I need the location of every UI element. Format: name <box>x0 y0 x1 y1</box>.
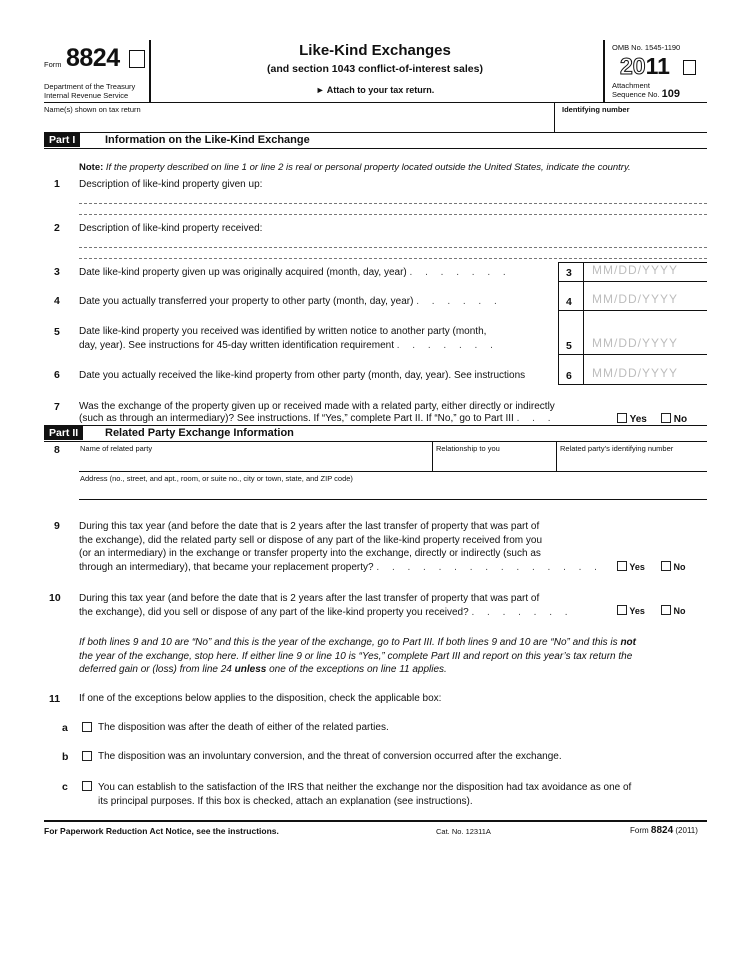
exception-c-text <box>98 781 631 809</box>
catalog-number: Cat. No. 12311A <box>436 827 491 836</box>
line3-date-input[interactable]: MM/DD/YYYY <box>592 263 679 277</box>
exception-a-checkbox[interactable] <box>82 722 92 732</box>
part2-instructions <box>79 636 707 677</box>
related-party-name-label: Name of related party <box>80 444 153 453</box>
department <box>44 82 135 100</box>
line4-text: Date you actually transferred your property to other party (month, day, year) <box>79 296 414 307</box>
instr3-unless: unless <box>234 664 267 675</box>
line9-text-c: (or an intermediary) in the exchange or transfer property into the exchange, directly or indirectly (such as <box>79 548 541 559</box>
exception-b-checkbox[interactable] <box>82 751 92 761</box>
relationship-field[interactable] <box>436 454 551 468</box>
line9-text-b: the exchange), did the related party sell or dispose of any part of the like-kind property received from you <box>79 534 543 546</box>
dept-line-2: Internal Revenue Service <box>44 91 129 100</box>
instr1-not: not <box>620 637 636 648</box>
line5-date-input[interactable]: MM/DD/YYYY <box>592 336 679 350</box>
names-field[interactable] <box>48 114 550 130</box>
line5-label-b: day, year). See instructions for 45-day written identification requirement . . . . . . . <box>79 340 498 351</box>
line1-label: Description of like-kind property given up: <box>79 179 263 190</box>
attachment-label: Attachment <box>612 81 650 90</box>
line8-number: 8 <box>54 444 60 456</box>
related-party-id-label: Related party’s identifying number <box>560 444 674 453</box>
line10-text-b: the exchange), did you sell or dispose of any part of the like-kind property you received? <box>79 606 469 618</box>
instr2-text: the year of the exchange, stop here. If either line 9 or line 10 is “Yes,” complete Part III and report on this year’s tax return the <box>79 650 633 662</box>
line5-text-b: day, year). See instructions for 45-day written identification requirement <box>79 340 394 351</box>
part2-badge: Part II <box>44 426 83 440</box>
line3-label: Date like-kind property given up was originally acquired (month, day, year) . . . . . . . <box>79 267 511 278</box>
line6-label: Date you actually received the like-kind property from other party (month, day, year). See instructions <box>79 370 526 381</box>
paperwork-notice: For Paperwork Reduction Act Notice, see the instructions. <box>44 826 279 836</box>
line5-box-number: 5 <box>566 340 572 352</box>
attachment-sequence <box>612 81 680 99</box>
related-party-id-field[interactable] <box>560 454 705 468</box>
line10-yes-checkbox[interactable] <box>617 605 627 615</box>
instr1-text: If both lines 9 and 10 are “No” and this is the year of the exchange, go to Part III. If both lines 9 and 10 are “No” and this is <box>79 637 618 648</box>
footer-form-number: 8824 <box>650 825 674 836</box>
line3-number: 3 <box>54 266 60 278</box>
line1-field[interactable] <box>79 190 707 214</box>
related-party-name-field[interactable] <box>80 454 425 468</box>
address-label: Address (no., street, and apt., room, or suite no., city or town, state, and ZIP code) <box>80 474 353 483</box>
line4-label: Date you actually transferred your property to other party (month, day, year) . . . . . . <box>79 296 502 307</box>
line10-yes-label: Yes <box>629 606 645 616</box>
line2-number: 2 <box>54 222 60 234</box>
line2-field[interactable] <box>79 234 707 258</box>
line10-text: During this tax year (and before the date that is 2 years after the last transfer of property that was part of the exchange), did you sell or dispose of any part of the like-kind property you received? . . . . . . . <box>79 593 573 618</box>
identifying-number-field[interactable] <box>562 114 702 130</box>
exception-c-letter: c <box>62 781 68 793</box>
line7-yes-checkbox[interactable] <box>617 413 627 423</box>
footer-form-id <box>630 825 698 836</box>
year-outline: 20 <box>620 53 646 79</box>
instr3-text-a: deferred gain or (loss) from line 24 <box>79 664 232 675</box>
part1-badge: Part I <box>44 133 80 147</box>
line4-date-input[interactable]: MM/DD/YYYY <box>592 292 679 306</box>
form-word: Form <box>44 60 62 69</box>
footer-form-word: Form <box>630 826 649 835</box>
part1-title: Information on the Like-Kind Exchange <box>105 134 310 146</box>
sequence-number: 109 <box>661 88 680 100</box>
line10-no-checkbox[interactable] <box>661 605 671 615</box>
form-title: Like-Kind Exchanges <box>299 42 451 59</box>
line9-text-d: through an intermediary), that became your replacement property? <box>79 561 374 573</box>
footer-year: (2011) <box>675 826 698 835</box>
exception-b-text: The disposition was an involuntary conversion, and the threat of conversion occurred after the exchange. <box>98 751 562 762</box>
line10-text-a: During this tax year (and before the date that is 2 years after the last transfer of property that was part of <box>79 593 540 604</box>
line7-yes-label: Yes <box>629 414 647 425</box>
part2-title: Related Party Exchange Information <box>105 427 294 439</box>
line7-number: 7 <box>54 401 60 413</box>
line3-box-number: 3 <box>566 267 572 279</box>
relationship-label: Relationship to you <box>436 444 500 453</box>
exception-b-letter: b <box>62 751 69 763</box>
sequence-label: Sequence No. <box>612 90 660 99</box>
line4-box-number: 4 <box>566 296 572 308</box>
note-text: If the property described on line 1 or line 2 is real or personal property located outside the United States, indicate the country. <box>105 162 631 173</box>
form-subtitle: (and section 1043 conflict-of-interest sales) <box>267 63 483 75</box>
line9-text-a: During this tax year (and before the date that is 2 years after the last transfer of property that was part of <box>79 521 540 532</box>
line1-number: 1 <box>54 178 60 190</box>
names-label: Name(s) shown on tax return <box>44 105 141 114</box>
line9-no[interactable] <box>661 561 686 572</box>
note <box>79 162 631 173</box>
year-box-glyph <box>683 60 696 75</box>
line7-no[interactable] <box>661 413 687 425</box>
line9-number: 9 <box>54 520 60 532</box>
year-bold: 11 <box>645 53 670 79</box>
line11-label: If one of the exceptions below applies to the disposition, check the applicable box: <box>79 693 442 704</box>
line9-text: During this tax year (and before the date that is 2 years after the last transfer of property that was part of the exchange), did the related party sell or dispose of any part of the like-kind property received from you (or an intermediary) in the exchange or transfer property into the exchange, directly or indirectly (such as through an intermediary), that became your replacement property? . . . . . . . . . . . . . . . <box>79 521 602 573</box>
exception-c-text-2: its principal purposes. If this box is checked, attach an explanation (see instructions). <box>98 796 473 807</box>
tax-year <box>620 53 670 80</box>
line10-no-label: No <box>673 606 686 616</box>
form-number-box-glyph <box>129 50 145 68</box>
line6-box-number: 6 <box>566 370 572 382</box>
line5-number: 5 <box>54 326 60 338</box>
line9-no-label: No <box>673 562 686 572</box>
line6-date-input[interactable]: MM/DD/YYYY <box>592 366 679 380</box>
line11-number: 11 <box>49 693 61 705</box>
line7-text-b: (such as through an intermediary)? See instructions. If “Yes,” complete Part II. If “No,” go to Part III <box>79 413 514 424</box>
line7-yes[interactable] <box>617 413 647 425</box>
line9-no-checkbox[interactable] <box>661 561 671 571</box>
exception-c-checkbox[interactable] <box>82 781 92 791</box>
form-number: 8824 <box>66 44 120 72</box>
line6-number: 6 <box>54 369 60 381</box>
line5-label-a: Date like-kind property you received was identified by written notice to another party (month, <box>79 326 487 337</box>
attach-instruction: ► Attach to your tax return. <box>315 85 435 95</box>
line9-yes[interactable] <box>617 561 645 572</box>
line7-label-b: (such as through an intermediary)? See instructions. If “Yes,” complete Part II. If “No,” go to Part III . . . <box>79 413 556 424</box>
address-field[interactable] <box>80 484 705 498</box>
line10-number: 10 <box>49 592 61 604</box>
line9-yes-checkbox[interactable] <box>617 561 627 571</box>
note-label: Note: <box>79 162 104 173</box>
line3-text: Date like-kind property given up was originally acquired (month, day, year) <box>79 267 407 278</box>
dept-line-1: Department of the Treasury <box>44 82 136 91</box>
exception-c-text-1: You can establish to the satisfaction of the IRS that neither the exchange nor the disposition had tax avoidance as one of <box>98 782 632 793</box>
line2-label: Description of like-kind property received: <box>79 223 263 234</box>
line7-label-a: Was the exchange of the property given up or received made with a related party, either directly or indirectly <box>79 401 555 412</box>
line9-yes-label: Yes <box>629 562 645 572</box>
omb-number: OMB No. 1545-1190 <box>612 43 681 52</box>
exception-a-letter: a <box>62 722 68 734</box>
identifying-number-label: Identifying number <box>562 105 630 114</box>
line4-number: 4 <box>54 295 60 307</box>
line10-yes[interactable] <box>617 605 645 616</box>
line10-no[interactable] <box>661 605 686 616</box>
instr3-text-b: one of the exceptions on line 11 applies. <box>269 664 447 675</box>
line7-no-checkbox[interactable] <box>661 413 671 423</box>
exception-a-text: The disposition was after the death of either of the related parties. <box>98 722 389 733</box>
line7-no-label: No <box>673 414 688 425</box>
